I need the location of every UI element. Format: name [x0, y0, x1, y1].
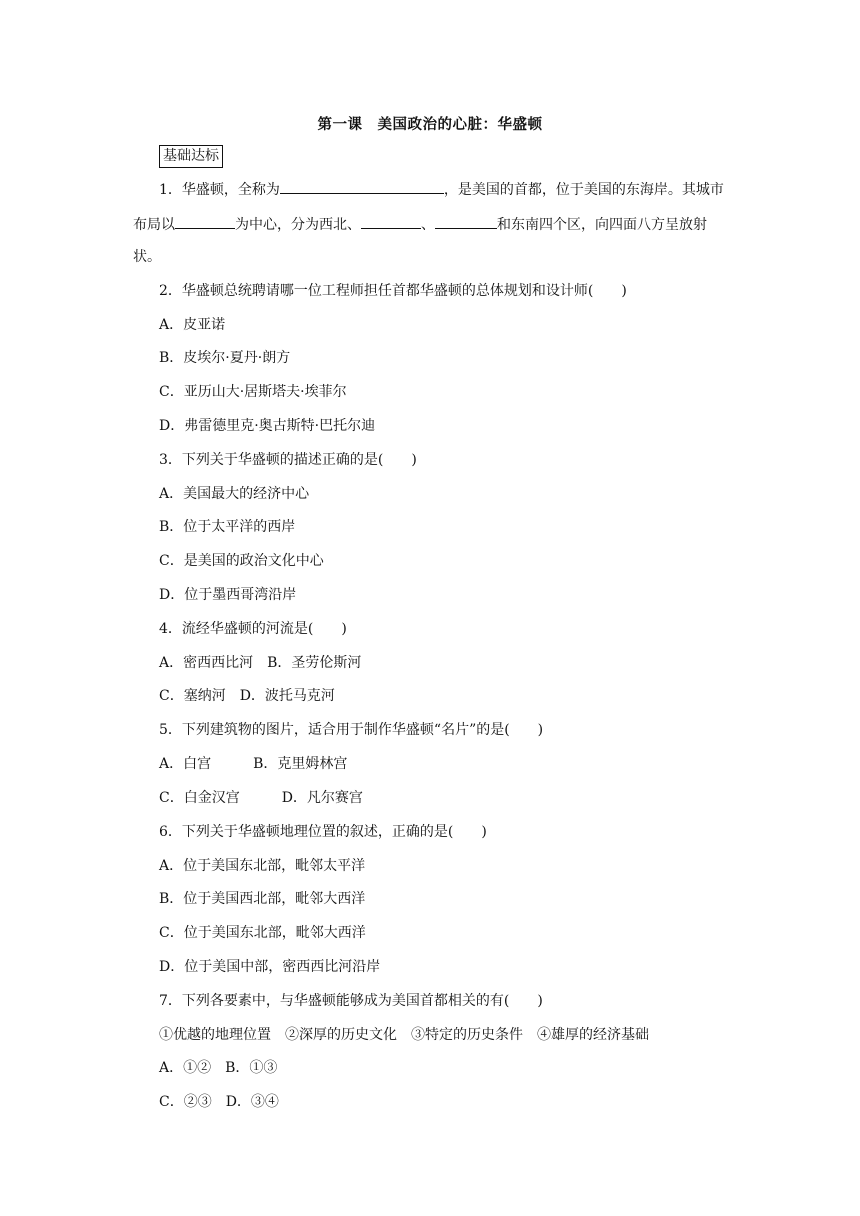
q7-options-row-1[interactable]: A．①② B．①③	[159, 1060, 278, 1076]
q6-option-b[interactable]: B．位于美国西北部，毗邻大西洋	[159, 891, 366, 907]
q4-options-row-1[interactable]: A．密西西比河 B．圣劳伦斯河	[159, 655, 362, 671]
q1-blank-center[interactable]	[175, 213, 235, 229]
q1-text-b: ，是美国的首都，位于美国的东海岸。其城市	[443, 182, 724, 198]
q5-options-row-1[interactable]: A．白宫 B．克里姆林宫	[159, 756, 348, 772]
q1-text-c: 布局以	[133, 217, 175, 233]
q3-option-a[interactable]: A．美国最大的经济中心	[159, 486, 310, 502]
q3-option-d[interactable]: D．位于墨西哥湾沿岸	[159, 587, 297, 603]
q6-option-c[interactable]: C．位于美国东北部，毗邻大西洋	[159, 925, 366, 941]
question-1-line-1	[159, 178, 724, 200]
section-label-boxed: 基础达标	[159, 145, 223, 168]
q2-option-d[interactable]: D．弗雷德里克·奥古斯特·巴托尔迪	[159, 418, 376, 434]
question-2-stem: 2．华盛顿总统聘请哪一位工程师担任首都华盛顿的总体规划和设计师( )	[159, 283, 627, 299]
question-7-stem: 7．下列各要素中，与华盛顿能够成为美国首都相关的有( )	[159, 993, 543, 1009]
q2-option-c[interactable]: C．亚历山大·居斯塔夫·埃菲尔	[159, 384, 347, 400]
q2-option-a[interactable]: A．皮亚诺	[159, 317, 226, 333]
q5-options-row-2[interactable]: C．白金汉宫 D．凡尔赛宫	[159, 790, 363, 806]
q1-blank-district-1[interactable]	[361, 213, 421, 229]
q1-text-f: 和东南四个区，向四面八方呈放射	[497, 217, 707, 233]
question-1-line-2	[133, 213, 707, 235]
question-5-stem: 5．下列建筑物的图片，适合用于制作华盛顿“名片”的是( )	[159, 722, 544, 738]
q6-option-d[interactable]: D．位于美国中部，密西西比河沿岸	[159, 959, 381, 975]
q7-factors: ①优越的地理位置 ②深厚的历史文化 ③特定的历史条件 ④雄厚的经济基础	[159, 1027, 649, 1043]
q3-option-c[interactable]: C．是美国的政治文化中心	[159, 553, 324, 569]
question-6-stem: 6．下列关于华盛顿地理位置的叙述，正确的是( )	[159, 824, 487, 840]
question-3-stem: 3．下列关于华盛顿的描述正确的是( )	[159, 452, 417, 468]
q7-options-row-2[interactable]: C．②③ D．③④	[159, 1094, 279, 1110]
q3-option-b[interactable]: B．位于太平洋的西岸	[159, 519, 296, 535]
q1-text-d: 为中心，分为西北、	[235, 217, 361, 233]
page-title: 第一课 美国政治的心脏：华盛顿	[317, 116, 543, 133]
q1-blank-full-name[interactable]	[280, 178, 444, 194]
q6-option-a[interactable]: A．位于美国东北部，毗邻太平洋	[159, 858, 366, 874]
question-1-line-3: 状。	[133, 249, 161, 265]
q1-blank-district-2[interactable]	[435, 213, 497, 229]
q4-options-row-2[interactable]: C．塞纳河 D．波托马克河	[159, 688, 335, 704]
q1-text-a: 1．华盛顿，全称为	[159, 182, 280, 198]
question-4-stem: 4．流经华盛顿的河流是( )	[159, 621, 347, 637]
q2-option-b[interactable]: B．皮埃尔·夏丹·朗方	[159, 350, 291, 366]
q1-text-e: 、	[421, 217, 435, 233]
